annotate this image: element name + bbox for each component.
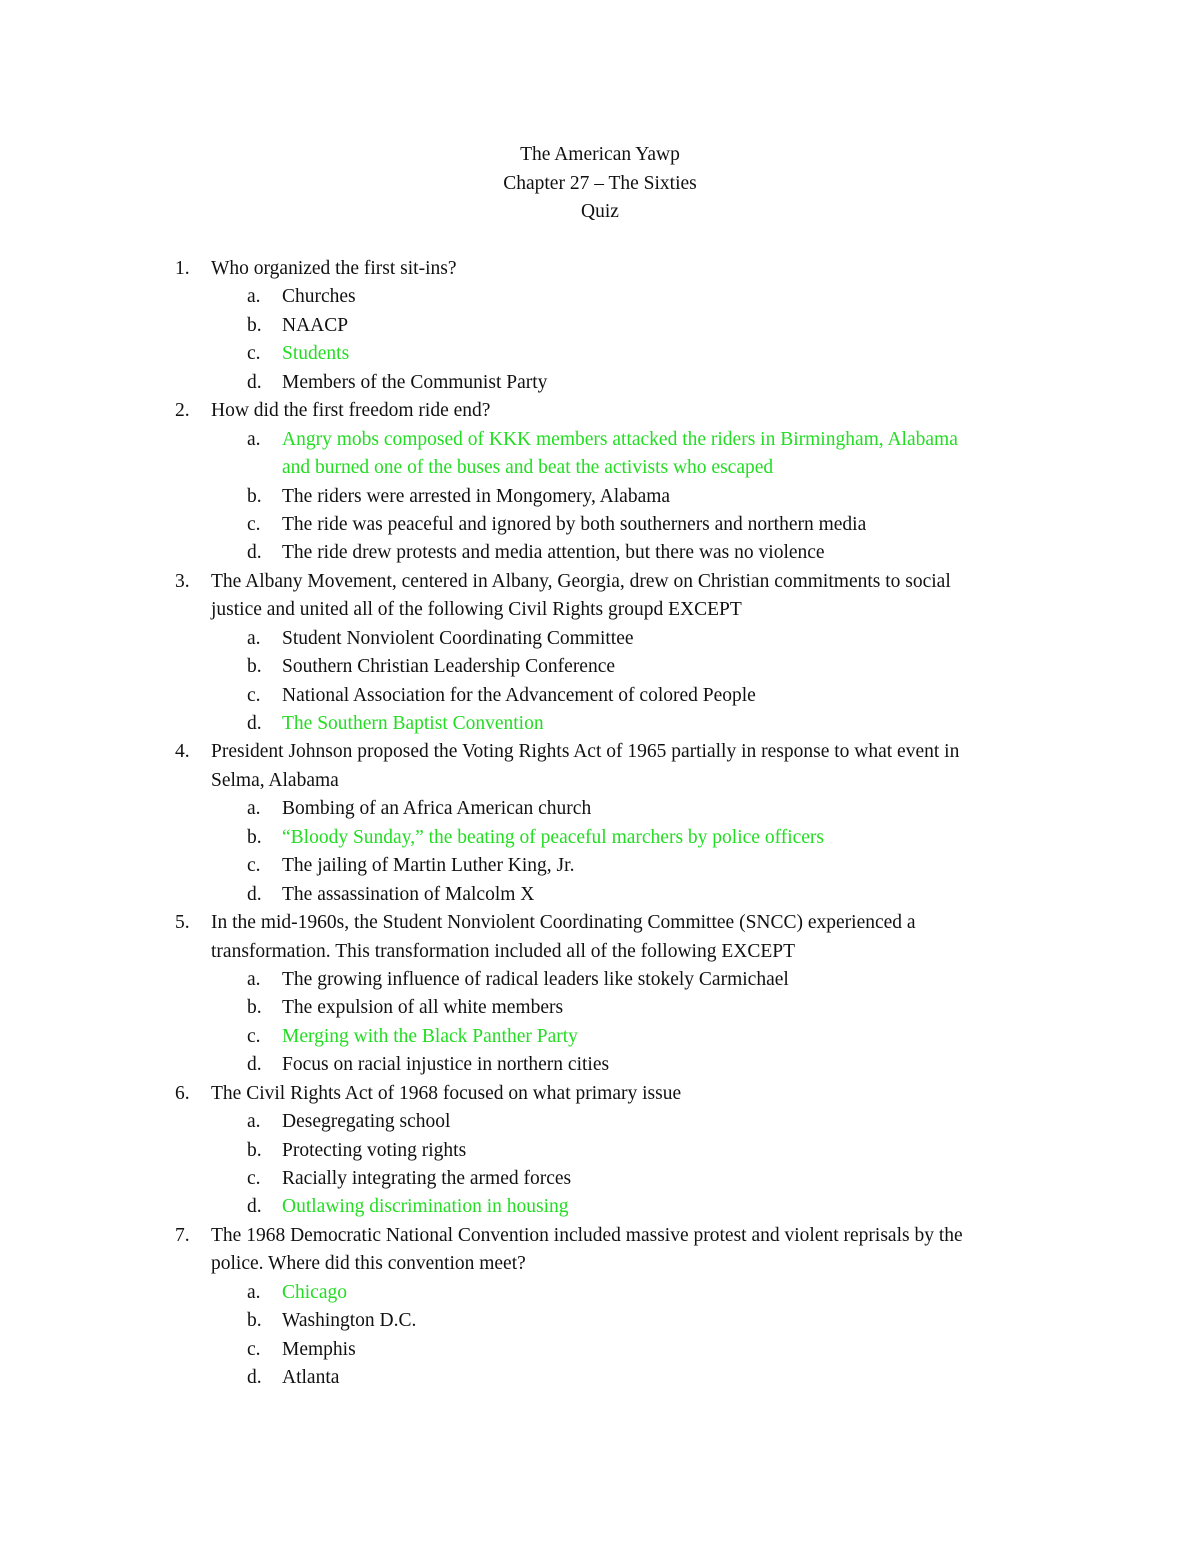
option-letter: a. xyxy=(247,968,261,990)
option-text: Racially integrating the armed forces xyxy=(282,1168,572,1189)
answer-option xyxy=(0,653,1200,681)
question-text: In the mid-1960s, the Student Nonviolent Coordinating Committee (SNCC) experienced a xyxy=(211,912,916,934)
question-text: justice and united all of the following Civil Rights groupd EXCEPT xyxy=(211,599,742,621)
answer-option xyxy=(0,966,1200,994)
option-letter: d. xyxy=(247,1196,262,1218)
option-text: Atlanta xyxy=(282,1367,340,1389)
option-text: National Association for the Advancement of colored People xyxy=(282,684,756,706)
question-line xyxy=(0,1250,1200,1278)
option-letter: a. xyxy=(247,1281,261,1303)
option-letter: a. xyxy=(247,1111,261,1133)
question-line xyxy=(0,397,1200,425)
option-letter: d. xyxy=(247,371,262,393)
question-line xyxy=(0,1080,1200,1108)
question-item xyxy=(0,568,1200,739)
option-letter: c. xyxy=(247,343,261,365)
document-header xyxy=(0,141,1200,227)
option-letter: b. xyxy=(247,314,262,336)
option-text: Student Nonviolent Coordinating Committee xyxy=(282,627,634,649)
question-text: The Civil Rights Act of 1968 focused on what primary issue xyxy=(211,1082,682,1104)
answer-option xyxy=(0,539,1200,567)
option-letter: d. xyxy=(247,1054,262,1076)
option-letter: c. xyxy=(247,1168,261,1189)
option-letter: c. xyxy=(247,513,261,535)
question-line xyxy=(0,1222,1200,1250)
option-letter: d. xyxy=(247,542,262,564)
option-letter: c. xyxy=(247,855,261,877)
option-text: Churches xyxy=(282,286,356,308)
option-letter: b. xyxy=(247,997,262,1019)
question-line xyxy=(0,568,1200,596)
question-text: President Johnson proposed the Voting Rights Act of 1965 partially in response to what event in xyxy=(211,741,960,763)
question-number: 4. xyxy=(175,741,190,763)
question-item xyxy=(0,909,1200,1080)
question-line xyxy=(0,738,1200,766)
option-text: Students xyxy=(282,343,350,365)
answer-option xyxy=(0,852,1200,880)
option-letter: b. xyxy=(247,826,262,848)
option-text: NAACP xyxy=(282,314,349,336)
option-letter: a. xyxy=(247,627,261,649)
answer-option xyxy=(0,1108,1200,1136)
answer-option xyxy=(0,994,1200,1022)
option-letter: d. xyxy=(247,713,262,734)
option-text: The jailing of Martin Luther King, Jr. xyxy=(282,855,575,877)
question-text: The Albany Movement, centered in Albany, Georgia, drew on Christian commitments to social xyxy=(211,570,951,592)
chapter-title: Chapter 27 – The Sixties xyxy=(503,172,697,194)
option-text: Focus on racial injustice in northern cities xyxy=(282,1054,610,1076)
question-line xyxy=(0,909,1200,937)
answer-option-correct xyxy=(0,824,1200,852)
question-number: 6. xyxy=(175,1082,190,1104)
answer-option xyxy=(0,1165,1200,1193)
option-text: Bombing of an Africa American church xyxy=(282,798,592,820)
question-line xyxy=(0,767,1200,795)
answer-option xyxy=(0,682,1200,710)
question-line xyxy=(0,255,1200,283)
question-item xyxy=(0,738,1200,909)
quiz-list xyxy=(0,255,1200,1393)
answer-option-correct xyxy=(0,1023,1200,1051)
question-number: 7. xyxy=(175,1224,190,1246)
book-title: The American Yawp xyxy=(520,144,680,165)
option-letter: a. xyxy=(247,428,261,450)
question-text: How did the first freedom ride end? xyxy=(211,400,491,422)
answer-option xyxy=(0,1336,1200,1364)
option-text: Members of the Communist Party xyxy=(282,371,548,393)
question-item xyxy=(0,397,1200,568)
question-number: 1. xyxy=(175,258,190,279)
answer-option-correct xyxy=(0,340,1200,368)
answer-option xyxy=(0,625,1200,653)
answer-option xyxy=(0,881,1200,909)
option-letter: a. xyxy=(247,286,261,308)
question-number: 3. xyxy=(175,570,190,592)
option-text: The growing influence of radical leaders like stokely Carmichael xyxy=(282,968,789,990)
option-text: The riders were arrested in Mongomery, Alabama xyxy=(282,485,671,507)
option-text: Washington D.C. xyxy=(282,1310,417,1332)
option-letter: b. xyxy=(247,656,262,678)
option-text: The ride was peaceful and ignored by both southerners and northern media xyxy=(282,513,867,535)
answer-option xyxy=(0,511,1200,539)
option-letter: b. xyxy=(247,485,262,507)
option-letter: c. xyxy=(247,1025,261,1047)
answer-option-correct xyxy=(0,1279,1200,1307)
question-text: The 1968 Democratic National Convention included massive protest and violent reprisals by the xyxy=(211,1224,963,1246)
option-letter: d. xyxy=(247,883,262,905)
answer-option xyxy=(0,283,1200,311)
question-line xyxy=(0,938,1200,966)
option-text: Angry mobs composed of KKK members attacked the riders in Birmingham, Alabama xyxy=(282,428,958,450)
option-text: Protecting voting rights xyxy=(282,1139,467,1161)
answer-option xyxy=(0,1137,1200,1165)
option-text: The assassination of Malcolm X xyxy=(282,883,535,905)
option-text: The expulsion of all white members xyxy=(282,997,564,1019)
answer-option-correct xyxy=(0,426,1200,454)
question-text: police. Where did this convention meet? xyxy=(211,1253,526,1275)
quiz-label: Quiz xyxy=(581,201,619,223)
answer-option xyxy=(0,795,1200,823)
option-text: Outlawing discrimination in housing xyxy=(282,1196,569,1218)
option-letter: d. xyxy=(247,1367,262,1389)
option-text: The Southern Baptist Convention xyxy=(282,713,544,734)
answer-option xyxy=(0,1364,1200,1392)
option-text: The ride drew protests and media attention, but there was no violence xyxy=(282,542,825,564)
answer-option xyxy=(0,312,1200,340)
option-letter: b. xyxy=(247,1310,262,1332)
option-text: Southern Christian Leadership Conference xyxy=(282,656,616,678)
answer-option xyxy=(0,369,1200,397)
question-number: 5. xyxy=(175,912,190,934)
option-letter: b. xyxy=(247,1139,262,1161)
question-item xyxy=(0,1080,1200,1222)
question-text: transformation. This transformation included all of the following EXCEPT xyxy=(211,940,795,962)
option-letter: c. xyxy=(247,684,261,706)
question-item xyxy=(0,1222,1200,1393)
answer-option xyxy=(0,1307,1200,1335)
question-text: Who organized the first sit-ins? xyxy=(211,258,457,279)
question-item xyxy=(0,255,1200,397)
answer-option-correct xyxy=(0,710,1200,738)
option-text: Chicago xyxy=(282,1281,347,1303)
question-line xyxy=(0,596,1200,624)
option-letter: a. xyxy=(247,798,261,820)
answer-option xyxy=(0,1051,1200,1079)
question-text: Selma, Alabama xyxy=(211,769,339,791)
answer-option-correct xyxy=(0,454,1200,482)
option-text: Merging with the Black Panther Party xyxy=(282,1025,578,1047)
option-text: and burned one of the buses and beat the activists who escaped xyxy=(282,457,774,479)
option-text: “Bloody Sunday,” the beating of peaceful marchers by police officers xyxy=(282,826,825,848)
option-letter: c. xyxy=(247,1338,261,1360)
option-text: Memphis xyxy=(282,1338,356,1360)
answer-option-correct xyxy=(0,1193,1200,1221)
option-text: Desegregating school xyxy=(282,1111,451,1133)
answer-option xyxy=(0,483,1200,511)
question-number: 2. xyxy=(175,400,190,422)
